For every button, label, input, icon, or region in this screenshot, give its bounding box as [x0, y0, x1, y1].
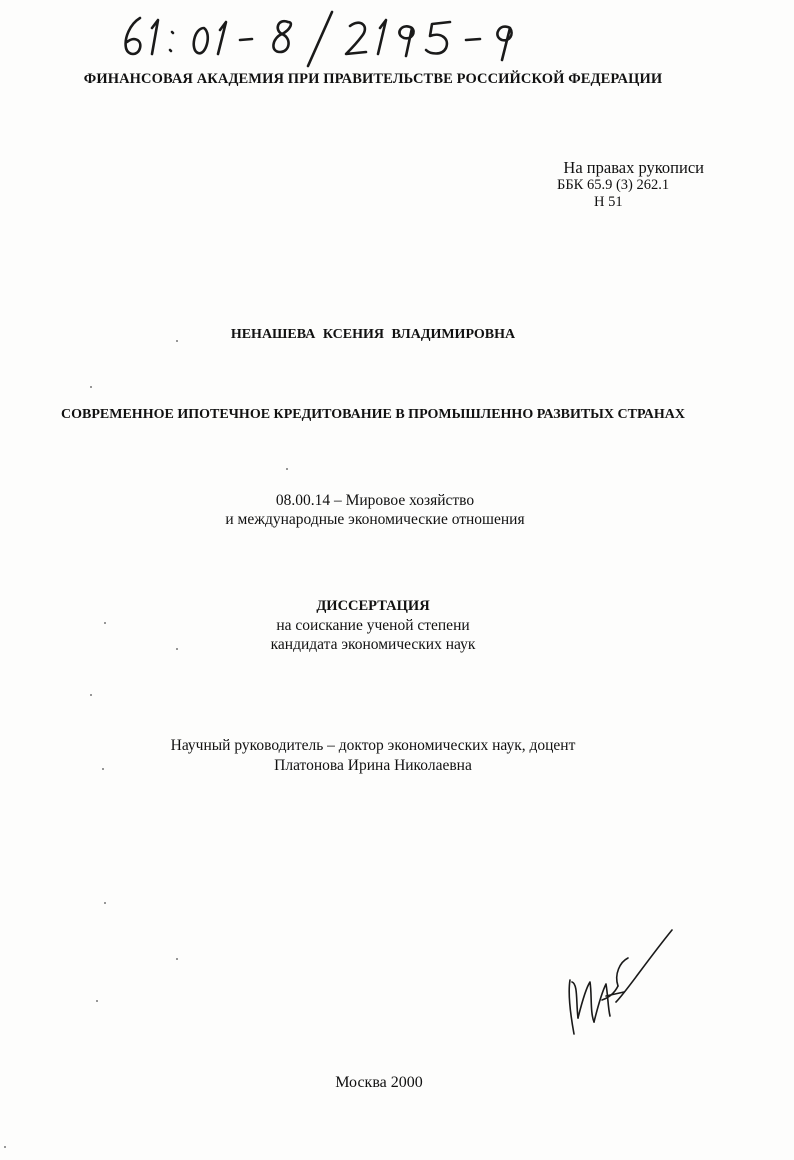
thesis-title — [0, 407, 794, 423]
dissertation-line-2: кандидата экономических наук — [270, 636, 476, 653]
scan-speck — [286, 468, 288, 470]
scan-speck — [90, 694, 92, 696]
scan-speck — [176, 958, 178, 960]
thesis-title-text: СОВРЕМЕННОЕ ИПОТЕЧНОЕ КРЕДИТОВАНИЕ В ПРОМЫШЛЕННО РАЗВИТЫХ СТРАНАХ — [61, 407, 685, 422]
specialty-block — [0, 491, 794, 529]
scan-speck — [104, 622, 106, 624]
supervisor-block — [0, 736, 794, 776]
institution-text: ФИНАНСОВАЯ АКАДЕМИЯ ПРИ ПРАВИТЕЛЬСТВЕ РОССИЙСКОЙ ФЕДЕРАЦИИ — [83, 71, 663, 87]
institution-name — [0, 71, 794, 88]
city-year — [0, 1074, 794, 1092]
dissertation-block — [0, 597, 794, 654]
dissertation-line-1: на соискание ученой степени — [276, 617, 470, 634]
supervisor-line-1: Научный руководитель – доктор экономических наук, доцент — [170, 737, 576, 754]
author-name-text: НЕНАШЕВА КСЕНИЯ ВЛАДИМИРОВНА — [230, 327, 516, 342]
handwritten-code — [118, 6, 538, 70]
scan-speck — [176, 340, 178, 342]
scan-speck — [176, 648, 178, 650]
city-year-text: Москва 2000 — [335, 1074, 423, 1091]
scan-speck — [104, 902, 106, 904]
signature-drawing — [556, 922, 682, 1042]
author-sign-code: Н 51 — [594, 194, 623, 210]
author-name — [0, 327, 794, 343]
scan-speck — [90, 386, 92, 388]
scan-speck — [4, 1146, 6, 1148]
signature — [556, 922, 682, 1042]
rights-block — [524, 159, 704, 211]
handwritten-code-drawing — [118, 6, 538, 70]
scan-speck — [96, 1000, 98, 1002]
bbk-code: ББК 65.9 (3) 262.1 — [557, 177, 670, 193]
scan-speck — [102, 768, 104, 770]
specialty-line-2: и международные экономические отношения — [225, 511, 525, 528]
supervisor-line-2: Платонова Ирина Николаевна — [274, 757, 472, 774]
rights-title: На правах рукописи — [563, 158, 704, 177]
dissertation-title: ДИССЕРТАЦИЯ — [316, 598, 430, 614]
specialty-line-1: 08.00.14 – Мировое хозяйство — [275, 492, 475, 509]
